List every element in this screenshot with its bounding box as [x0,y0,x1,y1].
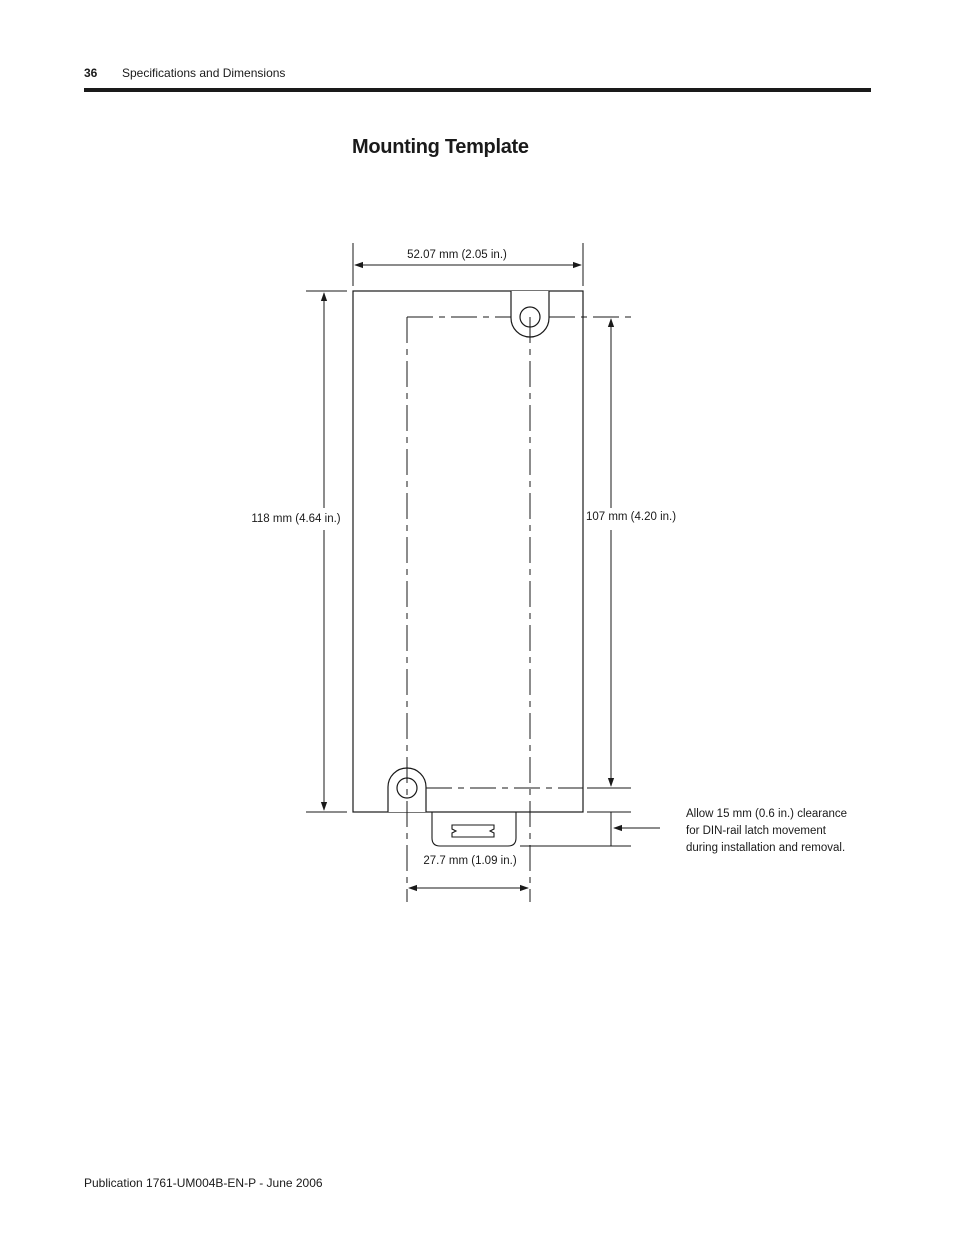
page-number: 36 [84,66,98,80]
hole-centerlines [407,317,631,902]
module-outline [353,291,583,812]
clearance-note [686,808,850,854]
hole-spacing-dimension [587,319,631,788]
hole-spacing-dimension-label: 107 mm (4.20 in.) [585,511,677,523]
width-dimension-label: 52.07 mm (2.05 in.) [407,249,507,261]
din-rail-latch-slot [452,825,494,837]
clearance-note-line-2: for DIN-rail latch movement [686,825,826,837]
publication-footer: Publication 1761-UM004B-EN-P - June 2006 [84,1176,323,1190]
hole-offset-dimension-label: 27.7 mm (1.09 in.) [423,855,517,867]
height-dimension-label: 118 mm (4.64 in.) [251,513,341,525]
clearance-dimension [520,812,660,846]
running-header-title: Specifications and Dimensions [122,66,286,80]
din-rail-latch [432,812,516,846]
clearance-note-line-3: during installation and removal. [686,842,846,854]
height-dimension [306,291,347,812]
section-title: Mounting Template [352,136,529,158]
clearance-note-line-1: Allow 15 mm (0.6 in.) clearance [686,808,848,820]
